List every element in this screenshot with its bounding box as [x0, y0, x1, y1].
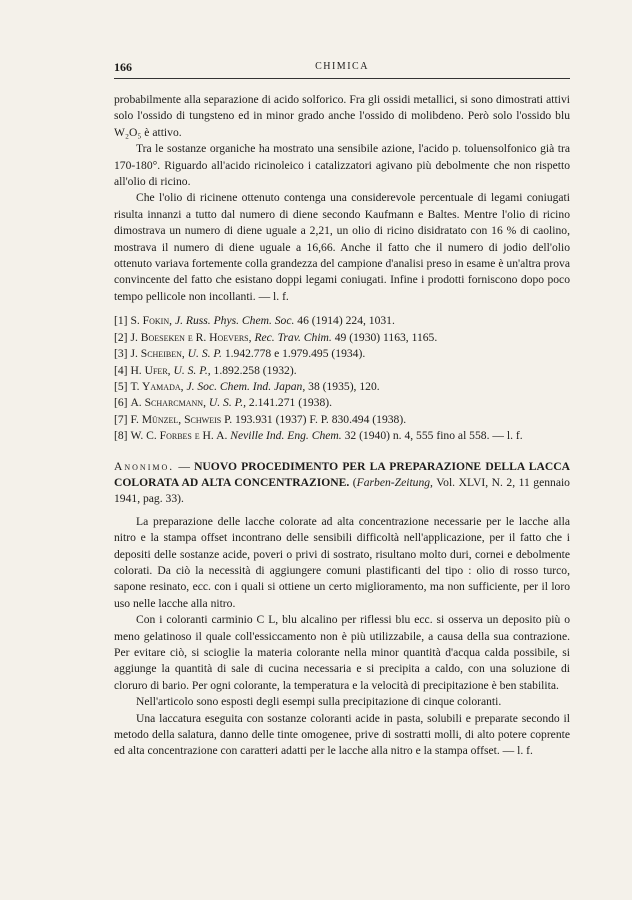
reference-item: [6] A. Scharcmann, U. S. P., 2.141.271 (1938). [114, 396, 333, 410]
article-author: Anonimo. [114, 459, 175, 473]
reference-item: [2] J. Boeseken e R. Hoevers, Rec. Trav. Chim. 49 (1930) 1163, 1165. [114, 330, 438, 344]
article-paragraph-1: La preparazione delle lacche colorate ad alta concentrazione necessarie per le lacche alla nitro e la stampa offset incontrano delle sensibili difficoltà nell'applicazione, per il fatto che i depositi delle sostanze acide, poveri o privi di sostrato, risultano molto duri, cornei e debolmente colorati. Da ciò la necessità di aggiungere comuni plastificanti del tipo : olio di rosso turco, sapone resinato, ecc. con i quali si ottiene un certo miglioramento, ma non sufficiente, per il loro uso nelle lacche alla nitro. [114, 514, 570, 610]
article-source-journal: Farben-Zeitung, [356, 475, 433, 489]
reference-item: [3] J. Scheiben, U. S. P. 1.942.778 e 1.979.495 (1934). [114, 347, 366, 361]
article-paragraph-4: Una laccatura eseguita con sostanze coloranti acide in pasta, solubili e preparate secondo il metodo della salatura, danno delle tinte omogenee, prive di sostratti molli, di alto potere coprente ed alta concentrazione con caratteri adatti per le lacche alla nitro e la stampa offset. — l. f. [114, 711, 570, 758]
header-rule [114, 78, 570, 79]
reference-item: [8] W. C. Forbes e H. A. Neville Ind. Eng. Chem. 32 (1940) n. 4, 555 fino al 558. — l. f. [114, 429, 523, 443]
article-title: NUOVO PROCEDIMENTO PER LA PREPARAZIONE DELLA LACCA COLORATA AD ALTA CONCENTRAZIONE. [114, 459, 570, 489]
article-heading: Anonimo. — NUOVO PROCEDIMENTO PER LA PREPARAZIONE DELLA LACCA COLORATA AD ALTA CONCENTRAZIONE. (Farben-Zeitung, Vol. XLVI, N. 2, 11 gennaio 1941, pag. 33). [114, 459, 570, 506]
reference-list [114, 313, 570, 444]
article-paragraph-3: Nell'articolo sono esposti degli esempi sulla precipitazione di cinque coloranti. [136, 695, 502, 709]
page-header [114, 60, 570, 76]
page-body [114, 92, 570, 760]
article-source-details: Vol. XLVI, N. 2, 11 gennaio 1941, pag. 33). [114, 475, 570, 506]
article-paragraph-2: Con i coloranti carminio C L, blu alcalino per riflessi blu ecc. si osserva un deposito più o meno gelatinoso il quale coll'essiccamento non è più utilizzabile, a causa della sua contrazione. Per evitare ciò, si scioglie la materia colorante nella minor quantità d'acqua calda possibile, si aggiunge la quantità di sale di cucina necessaria e si precipita a caldo, con una soluzione di cloruro di bario. Per ogni colorante, la temperatura e la velocità di precipitazione è ben stabilita. [114, 613, 570, 692]
reference-item: [4] H. Ufer, U. S. P., 1.892.258 (1932). [114, 363, 297, 377]
reference-item: [5] T. Yamada, J. Soc. Chem. Ind. Japan, 38 (1935), 120. [114, 379, 380, 393]
intro-paragraph-2: Tra le sostanze organiche ha mostrato una sensibile azione, l'acido p. toluensolfonico già tra 170-180°. Riguardo all'acido ricinoleico i catalizzatori agivano più debolmente che non rispetto all'olio di ricino. [114, 142, 570, 189]
reference-item: [7] F. Münzel, Schweis P. 193.931 (1937) F. P. 830.494 (1938). [114, 412, 407, 426]
intro-paragraph-1: probabilmente alla separazione di acido solforico. Fra gli ossidi metallici, si sono dimostrati attivi solo l'ossido di tungsteno ed in minor grado anche l'ossido di molibdeno. Però solo l'ossido blu W₂O₅ è attivo. [114, 93, 570, 139]
page-number: 166 [114, 60, 132, 74]
running-title: CHIMICA [315, 61, 369, 72]
intro-paragraph-3: Che l'olio di ricinene ottenuto contenga una considerevole percentuale di legami coniugati risulta innanzi a tutto dal numero di diene secondo Kaufmann e Baltes. Mentre l'olio di ricino dimostrava un numero di diene uguale a 2,21, un olio di ricino disidratato con 16 % di caolino, mostrava il numero di diene uguale a 16,66. Anche il fatto che il numero di jodio dell'olio ottenuto variava fortemente colla grandezza del campione d'analisi preso in esame è un'altra prova convincente del fatto che esistano doppi legami coniugati. Infine i prodotti forniscono dopo poco tempo pellicole non incollanti. — l. f. [114, 191, 570, 303]
reference-item: [1] S. Fokin, J. Russ. Phys. Chem. Soc. 46 (1914) 224, 1031. [114, 314, 395, 328]
